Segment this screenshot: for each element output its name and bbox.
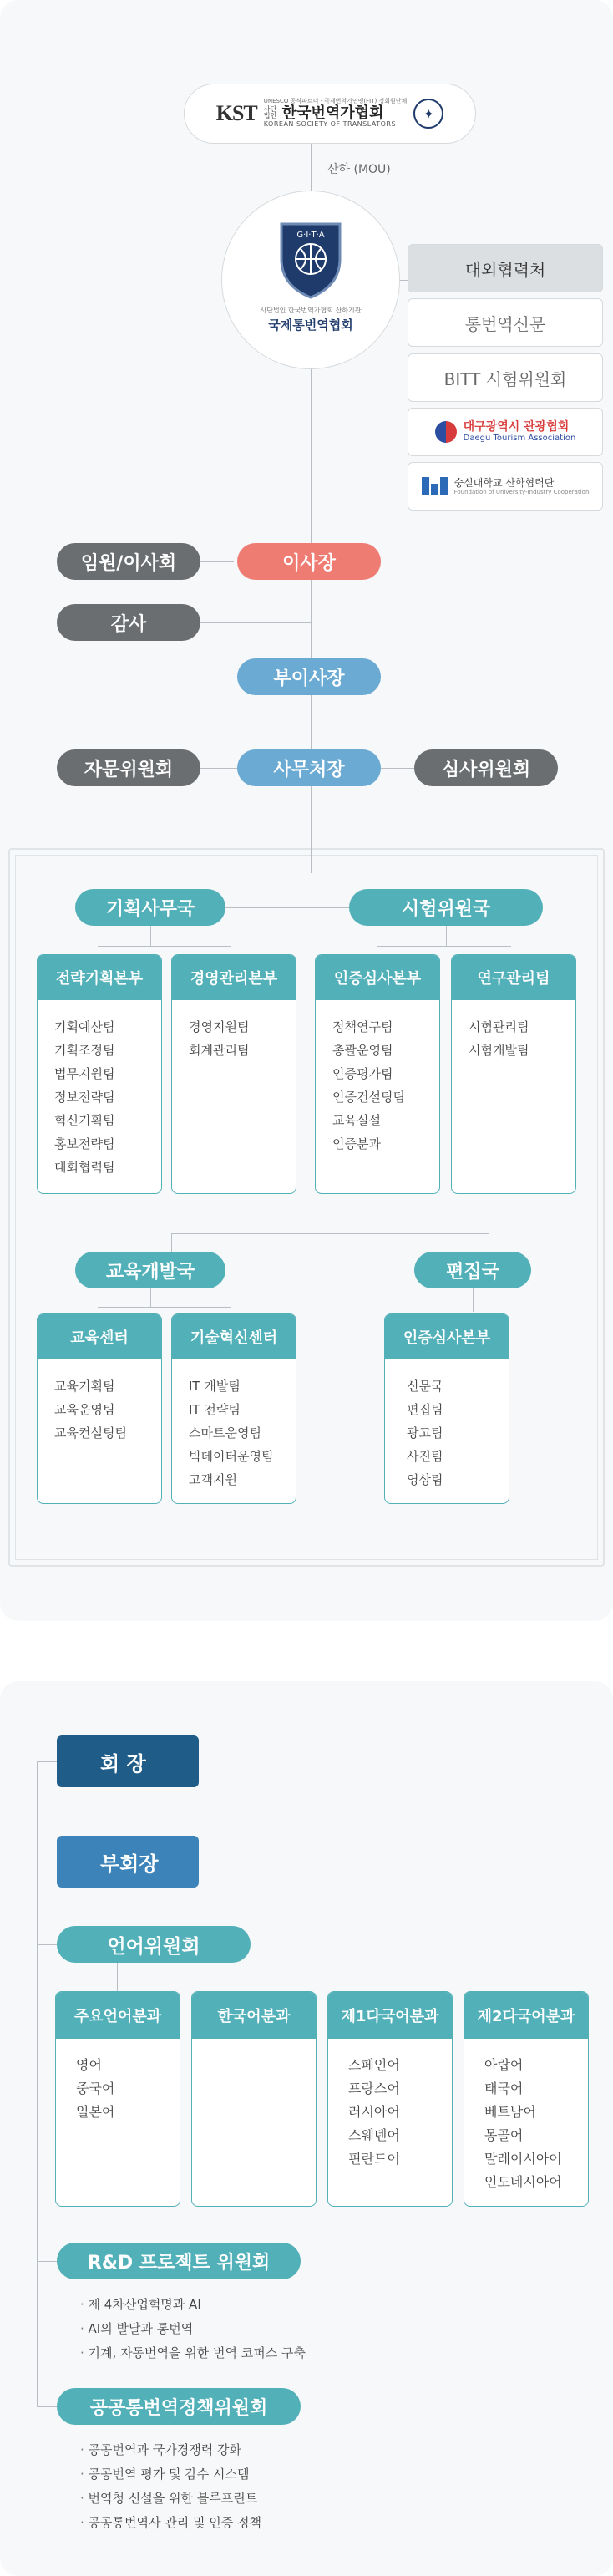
team-item: 회계관리팀 — [189, 1043, 250, 1058]
connector — [473, 1288, 474, 1312]
kst-logo: KST — [215, 101, 257, 125]
connector — [200, 622, 311, 623]
exam-division-pill[interactable]: 시험위원국 — [349, 889, 543, 926]
card-title[interactable]: 주요언어분과 — [56, 1992, 180, 2039]
daegu-tourism-logo-icon — [435, 421, 457, 443]
card-title[interactable]: 인증심사본부 — [385, 1314, 509, 1359]
management-card — [171, 954, 296, 1194]
team-item: IT 개발팀 — [189, 1379, 241, 1394]
team-item: 총괄운영팀 — [332, 1043, 393, 1058]
rnd-committee-pill[interactable]: R&D 프로젝트 위원회 — [57, 2243, 301, 2279]
team-item: 대회협력팀 — [54, 1160, 115, 1175]
strategy-card — [37, 954, 162, 1194]
card-title[interactable]: 경영관리본부 — [172, 955, 296, 1000]
team-item: 사진팀 — [407, 1449, 443, 1464]
language-item: 러시아어 — [348, 2104, 400, 2120]
team-item: 법무지원팀 — [54, 1066, 115, 1081]
team-item: 인증평가팀 — [332, 1066, 393, 1081]
team-item: 스마트운영팀 — [189, 1425, 261, 1440]
card-title[interactable]: 전략기획본부 — [38, 955, 161, 1000]
language-item: 스웨덴어 — [348, 2127, 400, 2143]
logo-name: 한국번역가협회 — [281, 104, 384, 122]
logo-text — [264, 99, 408, 129]
language-item: 인도네시아어 — [484, 2174, 562, 2190]
education-division-pill[interactable]: 교육개발국 — [75, 1252, 225, 1288]
connector — [37, 2406, 57, 2407]
connector — [117, 1963, 118, 1991]
gita-subtitle: 사단법인 한국번역가협회 산하기관 — [260, 307, 362, 314]
major-language-card — [55, 1991, 180, 2207]
connector — [311, 786, 312, 873]
policy-item: · 공공번역과 국가경쟁력 강화 — [80, 2438, 261, 2462]
kst-emblem-icon: ✦ — [413, 99, 443, 129]
connector — [98, 1307, 231, 1308]
team-item: 경영지원팀 — [189, 1019, 250, 1034]
team-item: 홍보전략팀 — [54, 1136, 115, 1151]
rnd-list — [80, 2293, 306, 2365]
rnd-item: · AI의 발달과 통번역 — [80, 2317, 306, 2341]
editing-division-pill[interactable]: 편집국 — [414, 1252, 531, 1288]
logo-english: KOREAN SOCIETY OF TRANSLATORS — [263, 120, 397, 129]
connector — [200, 768, 242, 769]
kst-logo-pill — [184, 84, 476, 144]
card-title[interactable]: 연구관리팀 — [452, 955, 575, 1000]
team-item: 시험개발팀 — [469, 1043, 529, 1058]
connector — [37, 1944, 57, 1945]
public-policy-committee-pill[interactable]: 공공통번역정책위원회 — [57, 2388, 301, 2425]
team-item: 광고팀 — [407, 1425, 443, 1440]
language-item: 일본어 — [76, 2104, 115, 2120]
soongsil-name: 숭실대학교 산학협력단 — [453, 476, 555, 489]
policy-item: · 번역청 신설을 위한 블루프린트 — [80, 2487, 261, 2511]
policy-item: · 공공번역 평가 및 감수 시스템 — [80, 2462, 261, 2487]
partner-soongsil[interactable] — [408, 462, 603, 511]
korean-language-card — [191, 1991, 317, 2207]
connector — [98, 946, 231, 947]
certification-card — [315, 954, 440, 1194]
card-title[interactable]: 인증심사본부 — [316, 955, 439, 1000]
chairman-pill[interactable]: 이사장 — [237, 543, 381, 580]
team-item: 시험관리팀 — [469, 1019, 529, 1034]
card-title[interactable]: 한국어분과 — [192, 1992, 316, 2039]
connector — [377, 946, 511, 947]
language-item: 중국어 — [76, 2081, 115, 2096]
logo-tag: 사단법인 — [263, 105, 277, 120]
research-card — [451, 954, 576, 1194]
language-item: 말레이시아어 — [484, 2151, 562, 2167]
card-title[interactable]: 기술혁신센터 — [172, 1314, 296, 1359]
team-item: 편집팀 — [407, 1402, 443, 1417]
team-item: 정책연구팀 — [332, 1019, 393, 1034]
language-item: 베트남어 — [484, 2104, 536, 2120]
rnd-item: · 제 4차산업혁명과 AI — [80, 2293, 306, 2317]
connector — [200, 561, 234, 562]
soongsil-logo-icon — [422, 477, 448, 495]
team-item: 교육기획팀 — [54, 1379, 115, 1394]
connector — [150, 926, 151, 946]
team-item: 교육실설 — [332, 1113, 381, 1128]
card-title[interactable]: 제2다국어분과 — [464, 1992, 588, 2039]
vice-chairman-pill[interactable]: 부이사장 — [237, 658, 381, 695]
gita-shield-text: G·I·T·A — [296, 231, 325, 240]
soongsil-english: Foundation of University-Industry Cooperation — [453, 489, 590, 495]
auditor-pill[interactable]: 감사 — [57, 604, 200, 641]
language-item: 영어 — [76, 2057, 102, 2073]
team-item: 기획조정팀 — [54, 1043, 115, 1058]
board-pill[interactable]: 임원/이사회 — [57, 543, 200, 580]
education-center-card — [37, 1313, 162, 1504]
multilingual2-card — [464, 1991, 589, 2207]
language-item: 스페인어 — [348, 2057, 400, 2073]
partners-head: 대외협력처 — [408, 244, 603, 292]
public-policy-list — [80, 2438, 261, 2535]
team-item: 기획예산팀 — [54, 1019, 115, 1034]
daegu-tourism-english: Daegu Tourism Association — [463, 434, 576, 444]
connector — [171, 1233, 489, 1234]
language-item: 프랑스어 — [348, 2081, 400, 2096]
team-item: 인증분과 — [332, 1136, 381, 1151]
planning-division-pill[interactable]: 기획사무국 — [75, 889, 225, 926]
team-item: 고객지원 — [189, 1472, 237, 1487]
partner-daegu-tourism[interactable] — [408, 408, 603, 456]
team-item: 빅데이터운영팀 — [189, 1449, 274, 1464]
connector — [446, 926, 447, 946]
logo-small-text: UNESCO 공식파트너 · 국제번역가연맹(FIT) 정회원단체 — [263, 97, 408, 104]
connector — [311, 144, 312, 191]
tech-center-card — [171, 1313, 296, 1504]
language-item: 몽골어 — [484, 2127, 524, 2143]
connector — [150, 1288, 151, 1307]
gita-name: 국제통번역협회 — [268, 318, 353, 333]
connector — [37, 1761, 38, 2406]
card-title[interactable]: 제1다국어분과 — [328, 1992, 452, 2039]
card-title[interactable]: 교육센터 — [38, 1314, 161, 1359]
partner-bitt[interactable]: BITT 시험위원회 — [408, 353, 603, 402]
team-item: IT 전략팀 — [189, 1402, 241, 1417]
gita-shield-icon — [278, 219, 343, 299]
team-item: 교육운영팀 — [54, 1402, 115, 1417]
language-committee-pill[interactable]: 언어위원회 — [57, 1926, 251, 1963]
review-pill[interactable]: 심사위원회 — [414, 749, 558, 786]
daegu-tourism-name: 대구광역시 관광협회 — [463, 419, 570, 434]
language-item: 아랍어 — [484, 2057, 524, 2073]
team-item: 영상팀 — [407, 1472, 443, 1487]
language-item: 핀란드어 — [348, 2151, 400, 2167]
connector — [400, 280, 408, 281]
team-item: 정보전략팀 — [54, 1090, 115, 1105]
team-item: 신문국 — [407, 1379, 443, 1394]
multilingual1-card — [327, 1991, 453, 2207]
advisory-pill[interactable]: 자문위원회 — [57, 749, 200, 786]
team-item: 교육컨설팅팀 — [54, 1425, 127, 1440]
team-item: 인증컨설팅팀 — [332, 1090, 405, 1105]
connector — [37, 2261, 57, 2262]
editing-cert-card — [384, 1313, 509, 1504]
connector — [171, 1233, 172, 1252]
vice-president-button[interactable]: 부회장 — [57, 1836, 199, 1888]
policy-item: · 공공통번역사 관리 및 인증 정책 — [80, 2511, 261, 2535]
partner-newspaper[interactable]: 통번역신문 — [408, 298, 603, 347]
team-item: 혁신기획팀 — [54, 1113, 115, 1128]
mou-label: 산하 (MOU) — [327, 163, 391, 176]
rnd-item: · 기계, 자동번역을 위한 번역 코퍼스 구축 — [80, 2341, 306, 2365]
president-button[interactable]: 회 장 — [57, 1735, 199, 1787]
secretary-pill[interactable]: 사무처장 — [237, 749, 381, 786]
connector — [37, 1761, 57, 1762]
language-item: 태국어 — [484, 2081, 524, 2096]
